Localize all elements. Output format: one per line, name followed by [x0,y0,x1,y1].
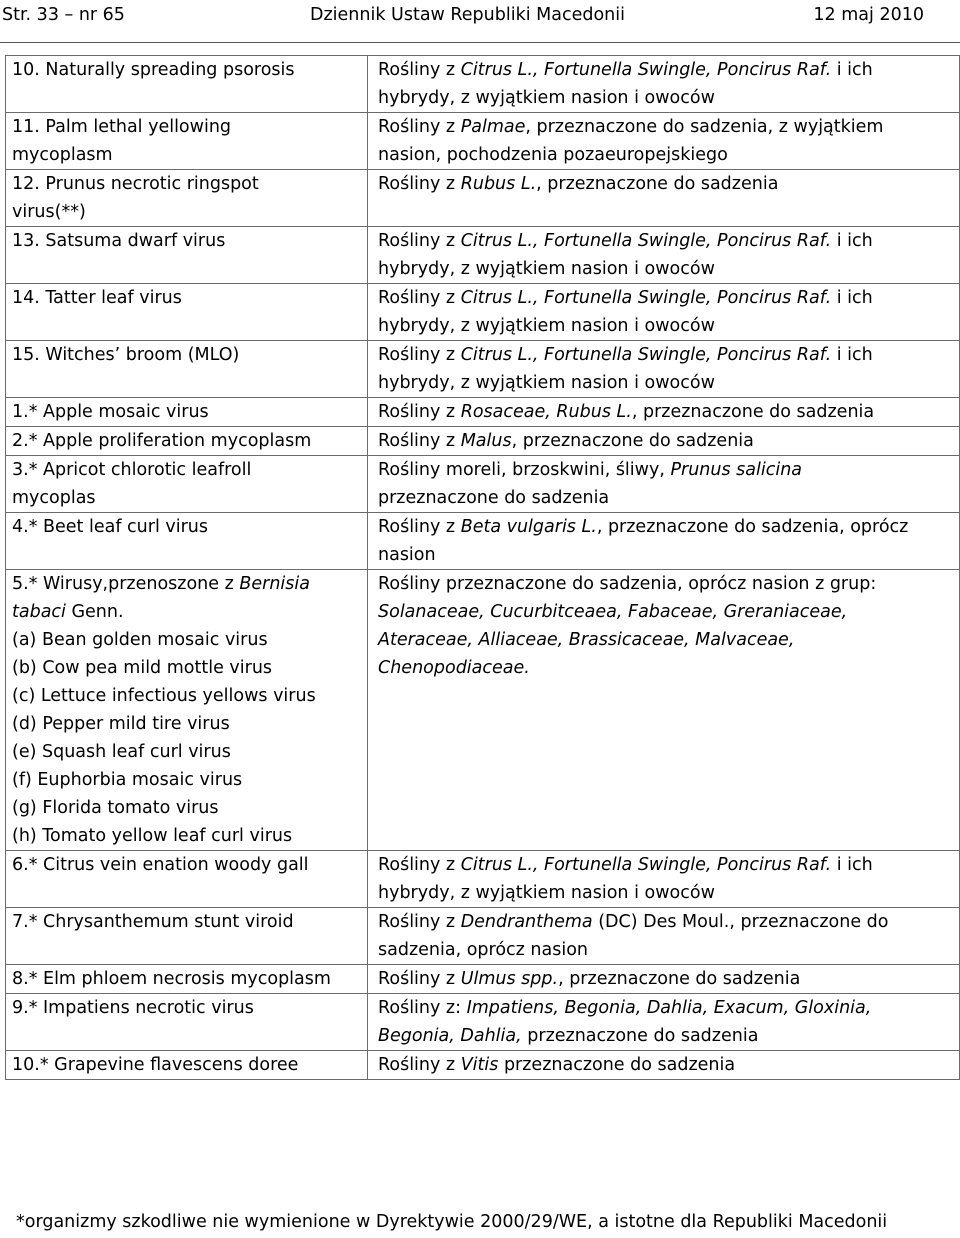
cell-text: i ich hybrydy, z wyjątkiem nasion i owoców [378,60,873,108]
cell-text: , przeznaczone do sadzenia, z wyjątkiem nasion, pochodzenia pozaeuropejskiego [378,117,884,165]
cell-italic-text: Bernisia tabaci [12,574,310,622]
cell-italic-text: Citrus L., Fortunella Swingle, Poncirus Raf. [460,345,832,365]
cell-text: Rośliny z [378,855,461,875]
cell-italic-text: Rubus L. [460,174,537,194]
issue-date: 12 maj 2010 [813,5,924,25]
cell-text: , przeznaczone do sadzenia [536,174,779,194]
table-row [6,341,960,398]
table-row [6,851,960,908]
cell-text: Rośliny z [378,117,461,137]
table-row [6,1051,960,1080]
footnote: *organizmy szkodliwe nie wymienione w Dyrektywie 2000/29/WE, a istotne dla Republiki Macedonii [16,1212,888,1232]
plants-cell [368,284,960,341]
organism-cell: 10. Naturally spreading psorosis [6,56,368,113]
cell-text: Rośliny z: [378,998,467,1018]
cell-text: i ich hybrydy, z wyjątkiem nasion i owoców [378,345,873,393]
cell-text: Rośliny z [378,517,461,537]
table-row [6,427,960,456]
cell-italic-text: Vitis [460,1055,499,1075]
table-row [6,170,960,227]
table-row [6,113,960,170]
cell-text: Rośliny z [378,174,461,194]
plants-cell [368,994,960,1051]
cell-text: Rośliny z [378,60,461,80]
cell-text: przeznaczone do sadzenia [498,1055,736,1075]
cell-italic-text: Impatiens, Begonia, Dahlia, Exacum, Gloxinia, Begonia, Dahlia, [378,998,872,1046]
cell-italic-text: Palmae [460,117,526,137]
plants-cell [368,851,960,908]
cell-italic-text: Citrus L., Fortunella Swingle, Poncirus Raf. [460,855,832,875]
cell-italic-text: Rosaceae, Rubus L. [460,402,632,422]
organism-cell: 9.* Impatiens necrotic virus [6,994,368,1051]
cell-text: przeznaczone do sadzenia [521,1026,759,1046]
cell-italic-text: Citrus L., Fortunella Swingle, Poncirus Raf. [460,288,832,308]
pest-table-body [6,56,960,1080]
plants-cell [368,227,960,284]
cell-italic-text: Beta vulgaris L. [460,517,597,537]
cell-text: Rośliny z [378,912,461,932]
plants-cell [368,456,960,513]
plants-cell [368,965,960,994]
page-number: Str. 33 – nr 65 [2,5,125,25]
cell-text: Rośliny z [378,402,461,422]
cell-text: Rośliny z [378,969,461,989]
organism-cell: 3.* Apricot chlorotic leafroll mycoplas [6,456,368,513]
cell-text: Rośliny z [378,288,461,308]
cell-text: Genn. (a) Bean golden mosaic virus (b) Cow pea mild mottle virus (c) Lettuce infectious yellows virus (d) Pepper mild tire virus (e) Squash leaf curl virus (f) Euphorbia mosaic virus (g) Florida tomato virus (h) Tomato yellow leaf curl virus [12,602,316,846]
cell-text: i ich hybrydy, z wyjątkiem nasion i owoców [378,855,873,903]
plants-cell [368,570,960,851]
organism-cell [6,570,368,851]
cell-italic-text: Citrus L., Fortunella Swingle, Poncirus Raf. [460,60,832,80]
page-header [0,0,960,43]
cell-text: przeznaczone do sadzenia [378,488,610,508]
cell-text: Rośliny przeznaczone do sadzenia, oprócz nasion z grup: [378,574,877,594]
cell-italic-text: Citrus L., Fortunella Swingle, Poncirus Raf. [460,231,832,251]
plants-cell [368,513,960,570]
cell-text: i ich hybrydy, z wyjątkiem nasion i owoców [378,231,873,279]
organism-cell: 7.* Chrysanthemum stunt viroid [6,908,368,965]
organism-cell: 15. Witches’ broom (MLO) [6,341,368,398]
organism-cell: 13. Satsuma dwarf virus [6,227,368,284]
plants-cell [368,113,960,170]
cell-text: Rośliny z [378,345,461,365]
cell-text: Rośliny moreli, brzoskwini, śliwy, [378,460,671,480]
organism-cell: 14. Tatter leaf virus [6,284,368,341]
cell-text: (DC) Des Moul., przeznaczone do sadzenia, oprócz nasion [378,912,889,960]
cell-text: , przeznaczone do sadzenia [558,969,801,989]
plants-cell [368,398,960,427]
cell-text: Rośliny z [378,431,461,451]
cell-text: 5.* Wirusy,przenoszone z [12,574,240,594]
plants-cell [368,427,960,456]
table-row [6,908,960,965]
plants-cell [368,341,960,398]
table-row [6,965,960,994]
table-row [6,994,960,1051]
organism-cell: 11. Palm lethal yellowing mycoplasm [6,113,368,170]
plants-cell [368,56,960,113]
organism-cell: 1.* Apple mosaic virus [6,398,368,427]
organism-cell: 12. Prunus necrotic ringspot virus(**) [6,170,368,227]
organism-cell: 4.* Beet leaf curl virus [6,513,368,570]
table-row [6,456,960,513]
cell-italic-text: Ulmus spp. [460,969,559,989]
organism-cell: 10.* Grapevine flavescens doree [6,1051,368,1080]
cell-text: Rośliny z [378,231,461,251]
journal-title: Dziennik Ustaw Republiki Macedonii [310,5,625,25]
cell-text: Rośliny z [378,1055,461,1075]
cell-text: , przeznaczone do sadzenia [511,431,754,451]
organism-cell: 8.* Elm phloem necrosis mycoplasm [6,965,368,994]
table-row [6,513,960,570]
table-row [6,570,960,851]
cell-text: , przeznaczone do sadzenia, oprócz nasion [378,517,909,565]
plants-cell [368,1051,960,1080]
plants-cell [368,170,960,227]
table-row [6,284,960,341]
table-row [6,56,960,113]
cell-italic-text: Solanaceae, Cucurbitceaea, Fabaceae, Greraniaceae, Ateraceae, Alliaceae, Brassicaceae, Malvaceae, Chenopodiaceae. [378,602,848,678]
cell-italic-text: Malus [460,431,512,451]
plants-cell [368,908,960,965]
organism-cell: 6.* Citrus vein enation woody gall [6,851,368,908]
cell-italic-text: Prunus salicina [670,460,803,480]
organism-cell: 2.* Apple proliferation mycoplasm [6,427,368,456]
table-row [6,398,960,427]
table-row [6,227,960,284]
cell-text: i ich hybrydy, z wyjątkiem nasion i owoców [378,288,873,336]
cell-text: , przeznaczone do sadzenia [631,402,875,422]
cell-italic-text: Dendranthema [460,912,593,932]
pest-table [5,55,960,1080]
